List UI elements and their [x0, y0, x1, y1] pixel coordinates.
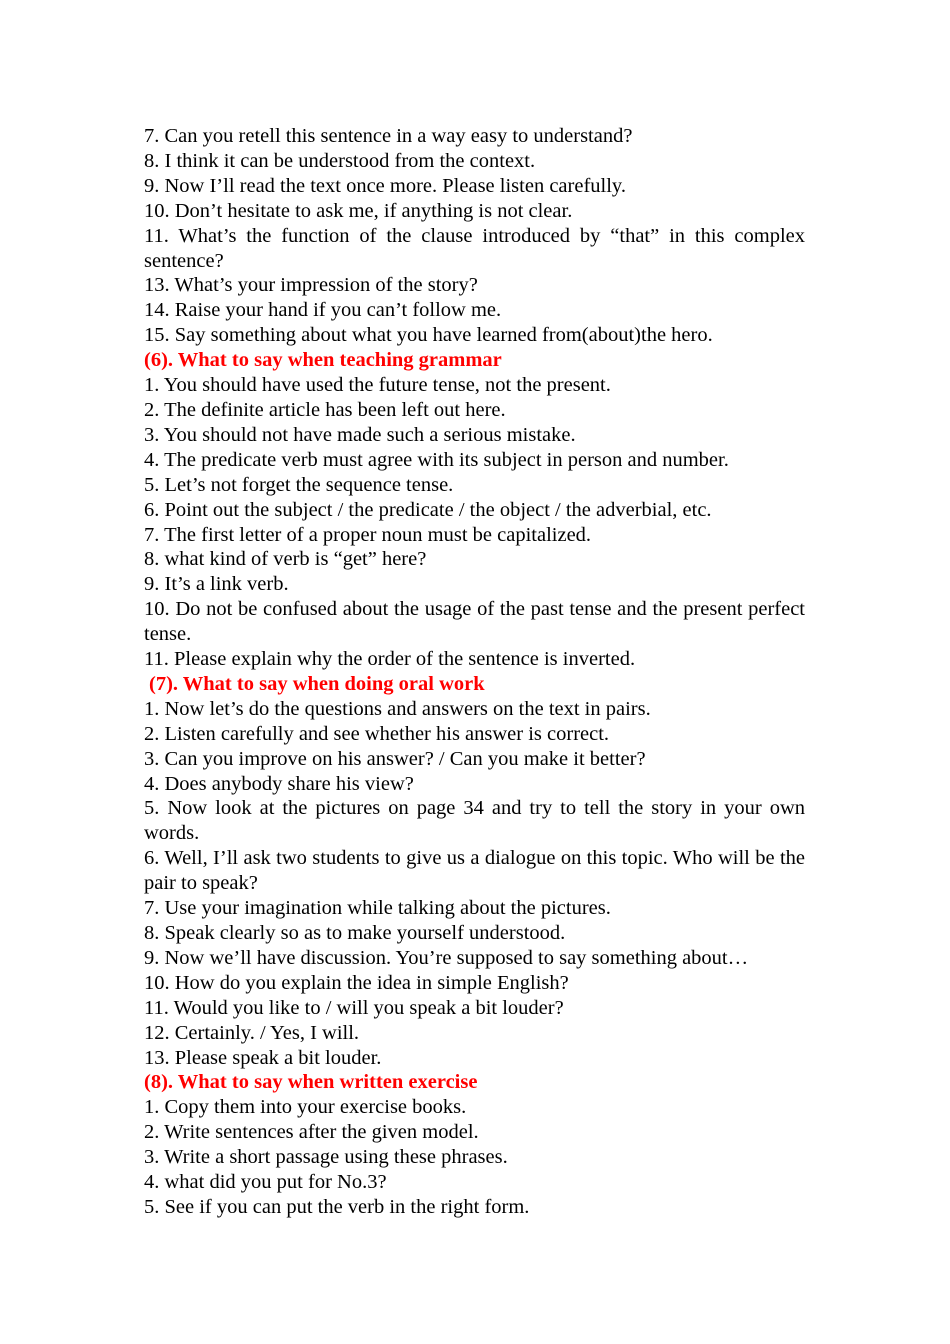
- document-page: [144, 124, 805, 1220]
- list-item: 5. Now look at the pictures on page 34 and try to tell the story in your own words.: [144, 797, 805, 845]
- list-item: 2. Listen carefully and see whether his answer is correct.: [144, 722, 610, 745]
- list-item: 11. Would you like to / will you speak a bit louder?: [144, 996, 564, 1019]
- list-item: 1. Copy them into your exercise books.: [144, 1096, 467, 1119]
- section-7-heading: (7). What to say when doing oral work: [149, 672, 485, 695]
- list-item: 7. Can you retell this sentence in a way easy to understand?: [144, 125, 633, 147]
- list-item: 14. Raise your hand if you can’t follow me.: [144, 299, 502, 322]
- list-item: 2. Write sentences after the given model.: [144, 1121, 479, 1144]
- list-item: 7. Use your imagination while talking about the pictures.: [144, 897, 611, 920]
- section-7-list: [144, 697, 805, 1071]
- list-item: 8. I think it can be understood from the context.: [144, 149, 536, 172]
- list-item: 10. Don’t hesitate to ask me, if anything is not clear.: [144, 199, 573, 222]
- list-item: 2. The definite article has been left out here.: [144, 398, 506, 421]
- section-5-list: [144, 124, 805, 348]
- section-8-heading: (8). What to say when written exercise: [144, 1071, 478, 1094]
- list-item: 6. Point out the subject / the predicate / the object / the adverbial, etc.: [144, 498, 712, 521]
- list-item: 10. How do you explain the idea in simple English?: [144, 971, 569, 994]
- list-item: 15. Say something about what you have learned from(about)the hero.: [144, 324, 713, 347]
- list-item: 3. Write a short passage using these phrases.: [144, 1146, 508, 1169]
- list-item: 9. Now I’ll read the text once more. Please listen carefully.: [144, 174, 626, 197]
- list-item: 13. Please speak a bit louder.: [144, 1046, 382, 1069]
- list-item: 11. What’s the function of the clause introduced by “that” in this complex sentence?: [144, 224, 805, 272]
- list-item: 1. Now let’s do the questions and answers on the text in pairs.: [144, 697, 651, 720]
- list-item: 5. Let’s not forget the sequence tense.: [144, 473, 454, 496]
- section-6-list: [144, 373, 805, 672]
- list-item: 10. Do not be confused about the usage of the past tense and the present perfect tense.: [144, 598, 805, 646]
- list-item: 12. Certainly. / Yes, I will.: [144, 1021, 360, 1044]
- list-item: 8. what kind of verb is “get” here?: [144, 548, 427, 571]
- list-item: 6. Well, I’ll ask two students to give us a dialogue on this topic. Who will be the pair to speak?: [144, 847, 805, 895]
- list-item: 11. Please explain why the order of the sentence is inverted.: [144, 648, 636, 671]
- list-item: 4. The predicate verb must agree with its subject in person and number.: [144, 448, 729, 471]
- list-item: 8. Speak clearly so as to make yourself understood.: [144, 922, 566, 944]
- section-6-heading: (6). What to say when teaching grammar: [144, 349, 502, 372]
- list-item: 13. What’s your impression of the story?: [144, 274, 478, 297]
- list-item: 9. It’s a link verb.: [144, 573, 289, 596]
- list-item: 3. Can you improve on his answer? / Can you make it better?: [144, 747, 646, 770]
- list-item: 5. See if you can put the verb in the right form.: [144, 1195, 530, 1218]
- list-item: 9. Now we’ll have discussion. You’re supposed to say something about…: [144, 946, 749, 969]
- list-item: 4. Does anybody share his view?: [144, 772, 414, 795]
- list-item: 7. The first letter of a proper noun must be capitalized.: [144, 523, 592, 546]
- list-item: 3. You should not have made such a serious mistake.: [144, 423, 576, 446]
- list-item: 4. what did you put for No.3?: [144, 1171, 387, 1194]
- list-item: 1. You should have used the future tense, not the present.: [144, 374, 611, 397]
- section-8-list: [144, 1095, 805, 1220]
